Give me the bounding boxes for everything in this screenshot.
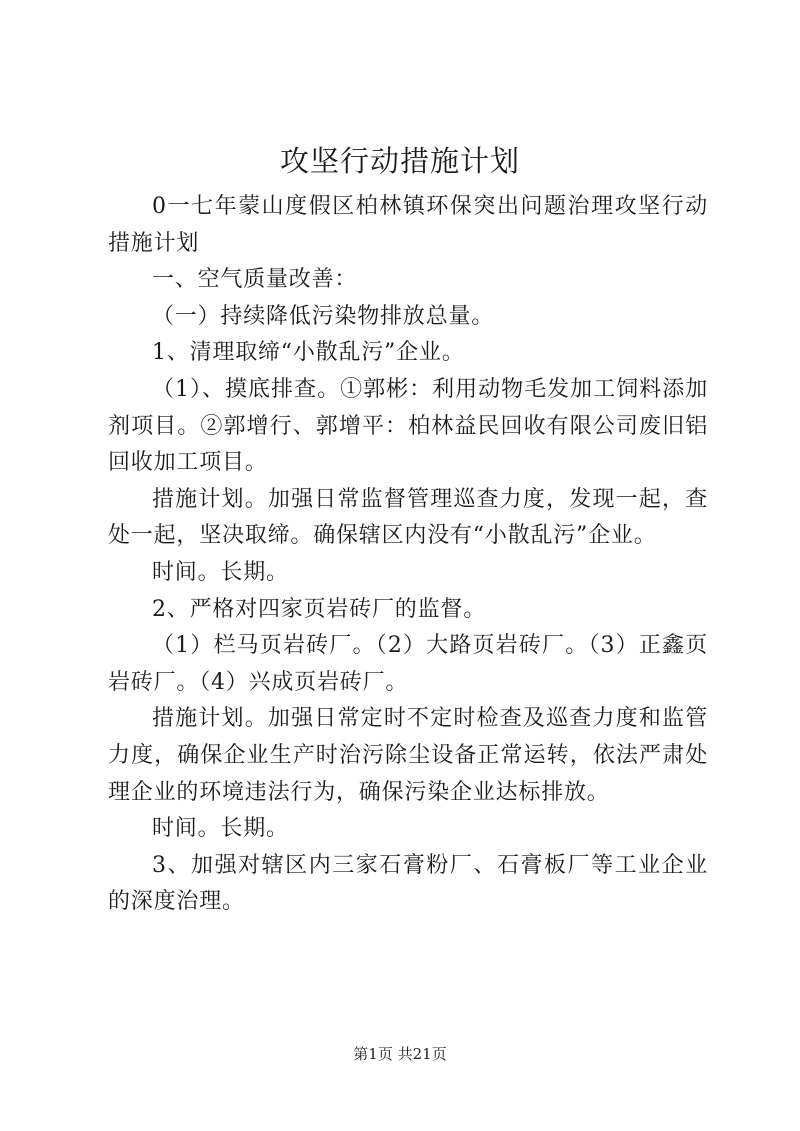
paragraph-time-2: 时间。长期。 bbox=[152, 816, 289, 842]
page-footer: 第1页 共21页 bbox=[353, 1045, 447, 1063]
document-body bbox=[108, 189, 708, 921]
item-heading-3: 3、加强对辖区内三家石膏粉厂、石膏板厂等工业企业的深度治理。 bbox=[108, 852, 708, 915]
paragraph-measures-2: 措施计划。加强日常定时不定时检查及巡查力度和监管力度，确保企业生产时治污除尘设备正常运转，依法严肃处理企业的环境违法行为，确保污染企业达标排放。 bbox=[108, 706, 708, 805]
paragraph-brick-factories: （1）栏马页岩砖厂。（2）大路页岩砖厂。（3）正鑫页岩砖厂。（4）兴成页岩砖厂。 bbox=[108, 633, 708, 695]
item-heading-2: 2、严格对四家页岩砖厂的监督。 bbox=[152, 596, 486, 622]
document-title: 攻坚行动措施计划 bbox=[279, 144, 520, 178]
paragraph-time-1: 时间。长期。 bbox=[152, 559, 289, 585]
item-heading-1: 1、清理取缔“小散乱污”企业。 bbox=[152, 340, 465, 366]
paragraph-intro: 0一七年蒙山度假区柏林镇环保突出问题治理攻坚行动措施计划 bbox=[108, 194, 708, 256]
paragraph-investigation: （1）、摸底排查。①郭彬：利用动物毛发加工饲料添加剂项目。②郭增行、郭增平：柏林益民回收有限公司废旧铝回收加工项目。 bbox=[108, 376, 708, 476]
paragraph-measures-1: 措施计划。加强日常监督管理巡查力度，发现一起，查处一起，坚决取缔。确保辖区内没有“小散乱污”企业。 bbox=[108, 486, 708, 549]
section-heading-air-quality: 一、空气质量改善： bbox=[152, 267, 358, 293]
subsection-heading: （一）持续降低污染物排放总量。 bbox=[152, 303, 495, 329]
